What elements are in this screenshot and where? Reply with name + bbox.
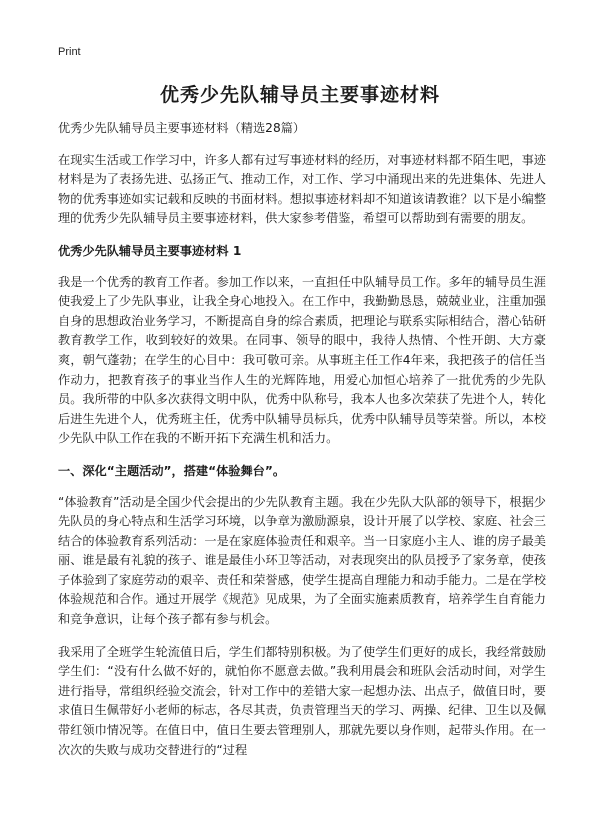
section-heading: 优秀少先队辅导员主要事迹材料 1: [58, 243, 242, 258]
intro-paragraph: 在现实生活或工作学习中，许多人都有过写事迹材料的经历，对事迹材料都不陌生吧，事迹材料是为了表扬先进、弘扬正气、推动工作，对工作、学习中涌现出来的先进集体、先进人物的优秀事迹如实记载和反映的书面材料。想拟事迹材料却不知道该请教谁？以下是小编整理的优秀少先队辅导员主要事迹材料，供大家参考借鉴，希望可以帮助到有需要的朋友。: [58, 152, 546, 226]
subheading: 一、深化“主题活动”，搭建“体验舞台”。: [58, 463, 286, 478]
body-paragraph: 我采用了全班学生轮流值日后，学生们都特别积极。为了使学生们更好的成长，我经常鼓励学生们：“没有什么做不好的，就怕你不愿意去做。”我利用晨会和班队会活动时间，对学生进行指导，常组织经验交流会，针对工作中的差错大家一起想办法、出点子，做值日时，要求值日生佩带好小老师的标志，各尽其责，负责管理当天的学习、两操、纪律、卫生以及佩带红领巾情况等。在值日中，值日生要去管理别人，那就先要以身作则，起带头作用。在一次次的失败与成功交替进行的“过程: [58, 644, 546, 757]
document-title: 优秀少先队辅导员主要事迹材料: [159, 84, 440, 106]
print-link[interactable]: Print: [58, 46, 81, 58]
body-paragraph: “体验教育”活动是全国少代会提出的少先队教育主题。我在少先队大队部的领导下，根据少先队员的身心特点和生活学习环境，以争章为激励源泉，设计开展了以学校、家庭、社会三结合的体验教育系列活动：一是在家庭体验责任和艰辛。当一日家庭小主人、谁的房子最美丽、谁是最有礼貌的孩子、谁是最佳小环卫等活动，对表现突出的队员授予了家务章，使孩子体验到了家庭劳动的艰辛、责任和荣誉感，使学生提高自理能力和动手能力。二是在学校体验规范和合作。通过开展学《规范》见成果，为了全面实施素质教育，培养学生自育能力和竞争意识，让每个孩子都有参与机会。: [58, 494, 546, 627]
document-body: [58, 119, 546, 773]
section-paragraph: 我是一个优秀的教育工作者。参加工作以来，一直担任中队辅导员工作。多年的辅导员生涯使我爱上了少先队事业，让我全身心地投入。在工作中，我勤勤恳恳，兢兢业业，注重加强自身的思想政治业务学习，不断提高自身的综合素质，把理论与联系实际相结合，潜心钻研教育教学工作，收到较好的效果。在同事、领导的眼中，我待人热情、个性开朗、大方豪爽，朝气蓬勃；在学生的心目中：我可敬可亲。从事班主任工作4年来，我把孩子的信任当作动力，把教育孩子的事业当作人生的光辉阵地，用爱心加恒心培养了一批优秀的少先队员。我所带的中队多次获得文明中队，优秀中队称号，我本人也多次荣获了先进个人，转化后进生先进个人，优秀班主任，优秀中队辅导员标兵，优秀中队辅导员等荣誉。所以，本校少先队中队工作在我的不断开拓下充满生机和活力。: [58, 274, 546, 446]
document-subtitle: 优秀少先队辅导员主要事迹材料（精选28篇）: [58, 121, 306, 135]
